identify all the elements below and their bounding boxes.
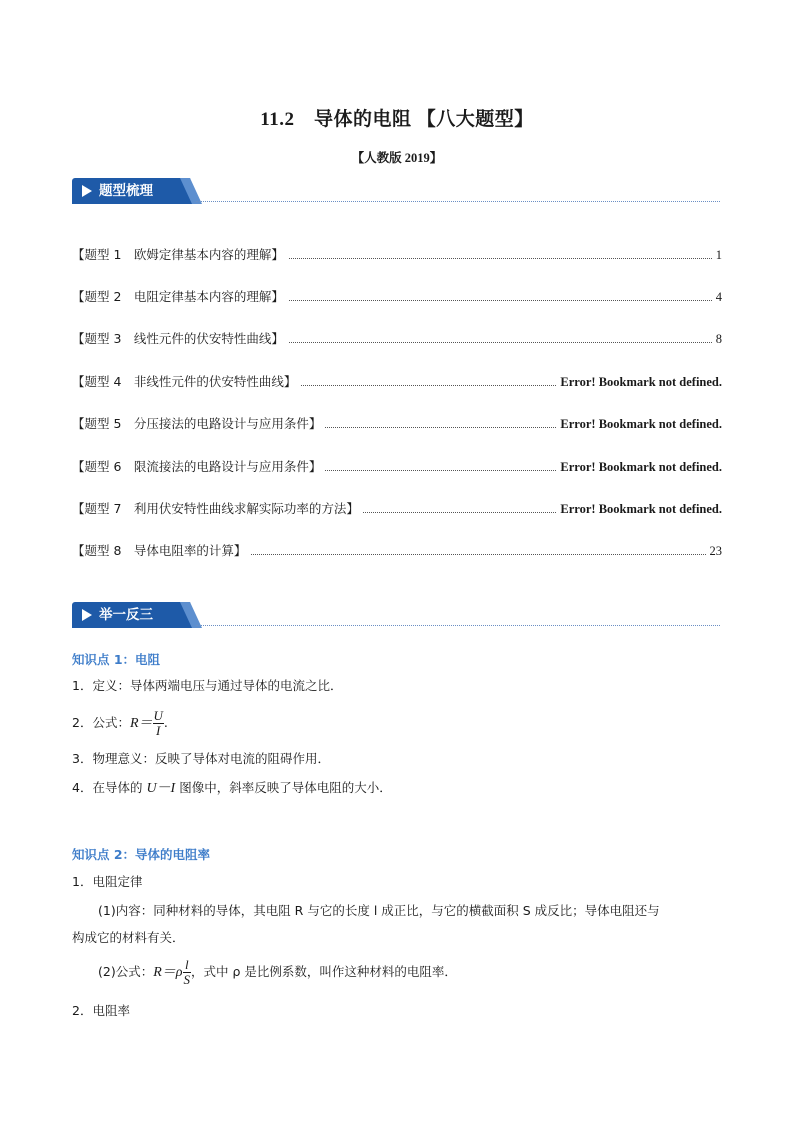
toc-page-number: Error! Bookmark not defined. <box>557 457 722 477</box>
toc-entry[interactable] <box>72 329 722 349</box>
fraction <box>153 709 164 738</box>
law-formula-line <box>98 956 457 989</box>
toc-page-number: 8 <box>713 329 722 349</box>
toc-entry[interactable] <box>72 287 722 307</box>
formula-line <box>72 707 168 740</box>
toc-entry-label: 【题型 4 非线性元件的伏安特性曲线】 <box>72 372 300 392</box>
knowledge-point-heading: 知识点 1：电阻 <box>72 652 161 667</box>
slope-line <box>72 778 392 799</box>
formula-lhs: R＝ρ <box>153 965 183 980</box>
dotted-rule <box>196 201 720 202</box>
edition-label: 【人教版 2019】 <box>351 151 443 165</box>
slope-text-a: 4．在导体的 <box>72 780 147 795</box>
section-banner-toc <box>72 178 722 204</box>
resistivity-heading: 2．电阻率 <box>72 1003 130 1018</box>
toc-entry[interactable] <box>72 541 722 561</box>
slope-text-b: 图像中，斜率反映了导体电阻的大小． <box>175 780 392 795</box>
toc-entry-label: 【题型 2 电阻定律基本内容的理解】 <box>72 287 288 307</box>
knowledge-point-heading: 知识点 2：导体的电阻率 <box>72 847 211 862</box>
toc-page-number: Error! Bookmark not defined. <box>557 414 722 434</box>
toc-entry-label: 【题型 3 线性元件的伏安特性曲线】 <box>72 329 288 349</box>
fraction-numerator: l <box>183 958 192 973</box>
fraction-numerator: U <box>153 708 163 723</box>
play-triangle-icon <box>82 185 92 197</box>
toc-entry[interactable] <box>72 457 722 477</box>
fraction-denominator: I <box>156 723 161 738</box>
toc-entry[interactable] <box>72 414 722 434</box>
dotted-rule <box>196 625 720 626</box>
section-heading: 题型梳理 <box>99 183 153 199</box>
ui-formula: U－I <box>146 781 176 796</box>
page-title: 11.2 导体的电阻 【八大题型】 <box>260 109 534 130</box>
formula-label: (2)公式： <box>98 964 154 979</box>
law-content-line: 构成它的材料有关． <box>72 930 185 945</box>
formula-lhs: R＝ <box>129 716 153 731</box>
fraction <box>183 958 192 987</box>
law-heading: 1．电阻定律 <box>72 874 143 889</box>
section-heading: 举一反三 <box>99 607 153 623</box>
toc-entry-label: 【题型 1 欧姆定律基本内容的理解】 <box>72 245 288 265</box>
toc-page-number: 4 <box>713 287 722 307</box>
toc-entry-label: 【题型 6 限流接法的电路设计与应用条件】 <box>72 457 325 477</box>
toc-page-number: 1 <box>713 245 722 265</box>
toc-entry-label: 【题型 8 导体电阻率的计算】 <box>72 541 250 561</box>
meaning-line: 3．物理意义：反映了导体对电流的阻碍作用． <box>72 751 330 766</box>
formula-label: 2．公式： <box>72 715 130 730</box>
definition-line: 1．定义：导体两端电压与通过导体的电流之比． <box>72 678 343 693</box>
toc-entry[interactable] <box>72 245 722 265</box>
toc-page-number: Error! Bookmark not defined. <box>557 499 722 519</box>
formula-suffix: . <box>163 715 168 730</box>
toc-entry[interactable] <box>72 372 722 392</box>
law-content-line: (1)内容：同种材料的导体，其电阻 R 与它的长度 l 成正比，与它的横截面积 S 成反比；导体电阻还与 <box>98 903 660 918</box>
toc-page-number: Error! Bookmark not defined. <box>557 372 722 392</box>
section-banner-practice <box>72 602 722 628</box>
toc-entry-label: 【题型 7 利用伏安特性曲线求解实际功率的方法】 <box>72 499 363 519</box>
toc-entry[interactable] <box>72 499 722 519</box>
formula-suffix: ，式中 ρ 是比例系数，叫作这种材料的电阻率． <box>191 964 457 979</box>
fraction-denominator: S <box>183 972 190 987</box>
toc-entry-label: 【题型 5 分压接法的电路设计与应用条件】 <box>72 414 325 434</box>
play-triangle-icon <box>82 609 92 621</box>
toc-page-number: 23 <box>707 541 723 561</box>
